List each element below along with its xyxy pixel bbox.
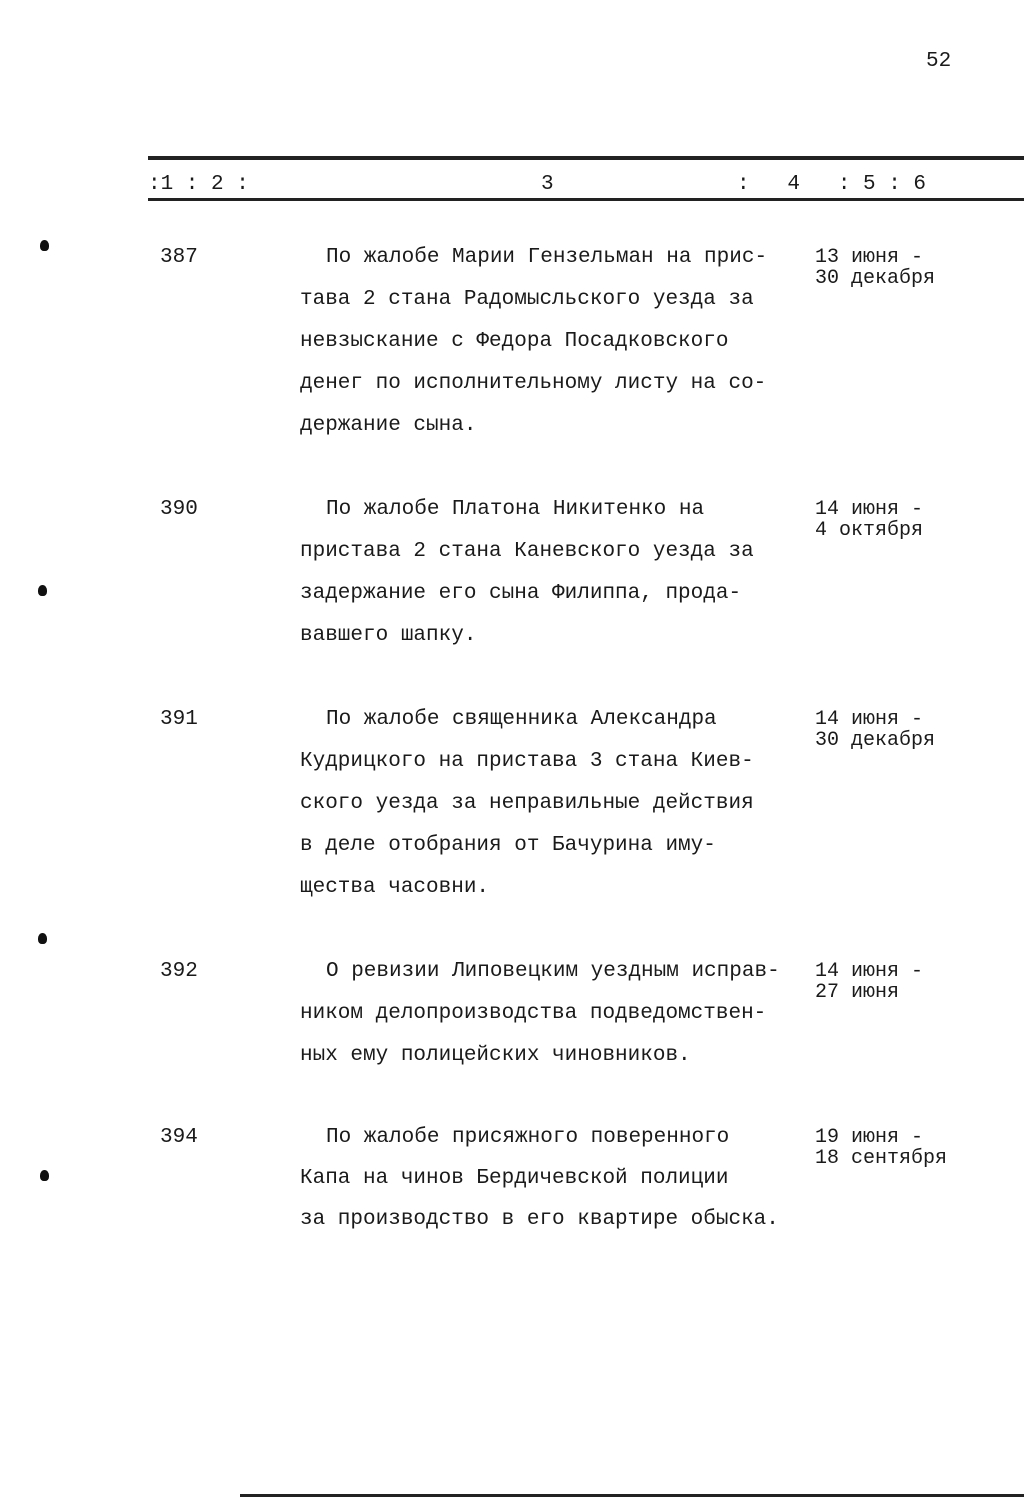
entry-description-line: за производство в его квартире обыска. [300,1208,779,1231]
header-top-rule [148,156,1024,160]
entry-date-line: 30 декабря [815,267,936,290]
entry-description-line: держание сына. [300,414,477,437]
entry-date-line: 19 июня - [815,1126,924,1149]
entry-description-line: ником делопроизводства подведомствен- [300,1002,767,1025]
entry-date-line: 18 сентября [815,1147,948,1170]
entry-description-line: задержание его сына Филиппа, прода- [300,582,742,605]
header-bottom-rule [148,198,1024,201]
entry-description-line: тава 2 стана Радомысльского уезда за [300,288,754,311]
entry-description-line: По жалобе священника Александра [326,708,717,731]
entry-description-line: щества часовни. [300,876,490,899]
entry-number: 394 [160,1126,198,1149]
entry-description-line: невзыскание с Федора Посадковского [300,330,729,353]
entry-description-line: вавшего шапку. [300,624,477,647]
entry-date-line: 4 октября [815,519,924,542]
binding-hole-mark [38,585,47,596]
entry-number: 392 [160,960,198,983]
entry-description-line: Кудрицкого на пристава 3 стана Киев- [300,750,754,773]
entry-number: 387 [160,246,198,269]
binding-hole-mark [40,1170,49,1181]
entry-date-line: 13 июня - [815,246,924,269]
entry-description-line: По жалобе присяжного поверенного [326,1126,730,1149]
entry-description-line: пристава 2 стана Каневского уезда за [300,540,754,563]
entry-number: 391 [160,708,198,731]
entry-date-line: 14 июня - [815,960,924,983]
entry-description-line: денег по исполнительному листу на со- [300,372,767,395]
header-col-4-6: : 4 : 5 : 6 [737,173,927,196]
header-col-3: 3 [541,173,554,196]
entry-description-line: ского уезда за неправильные действия [300,792,754,815]
entry-description-line: Капа на чинов Бердичевской полиции [300,1167,729,1190]
bottom-rule [240,1494,1024,1497]
page-number: 52 [926,50,952,73]
header-col-1-2: :1 : 2 : [148,173,249,196]
binding-hole-mark [40,240,49,251]
entry-date-line: 30 декабря [815,729,936,752]
entry-description-line: О ревизии Липовецким уездным исправ- [326,960,780,983]
entry-description-line: По жалобе Марии Гензельман на прис- [326,246,768,269]
binding-hole-mark [38,933,47,944]
entry-description-line: в деле отобрания от Бачурина иму- [300,834,716,857]
entry-date-line: 14 июня - [815,708,924,731]
entry-date-line: 27 июня [815,981,900,1004]
entry-description-line: По жалобе Платона Никитенко на [326,498,705,521]
entry-description-line: ных ему полицейских чиновников. [300,1044,691,1067]
entry-date-line: 14 июня - [815,498,924,521]
entry-number: 390 [160,498,198,521]
